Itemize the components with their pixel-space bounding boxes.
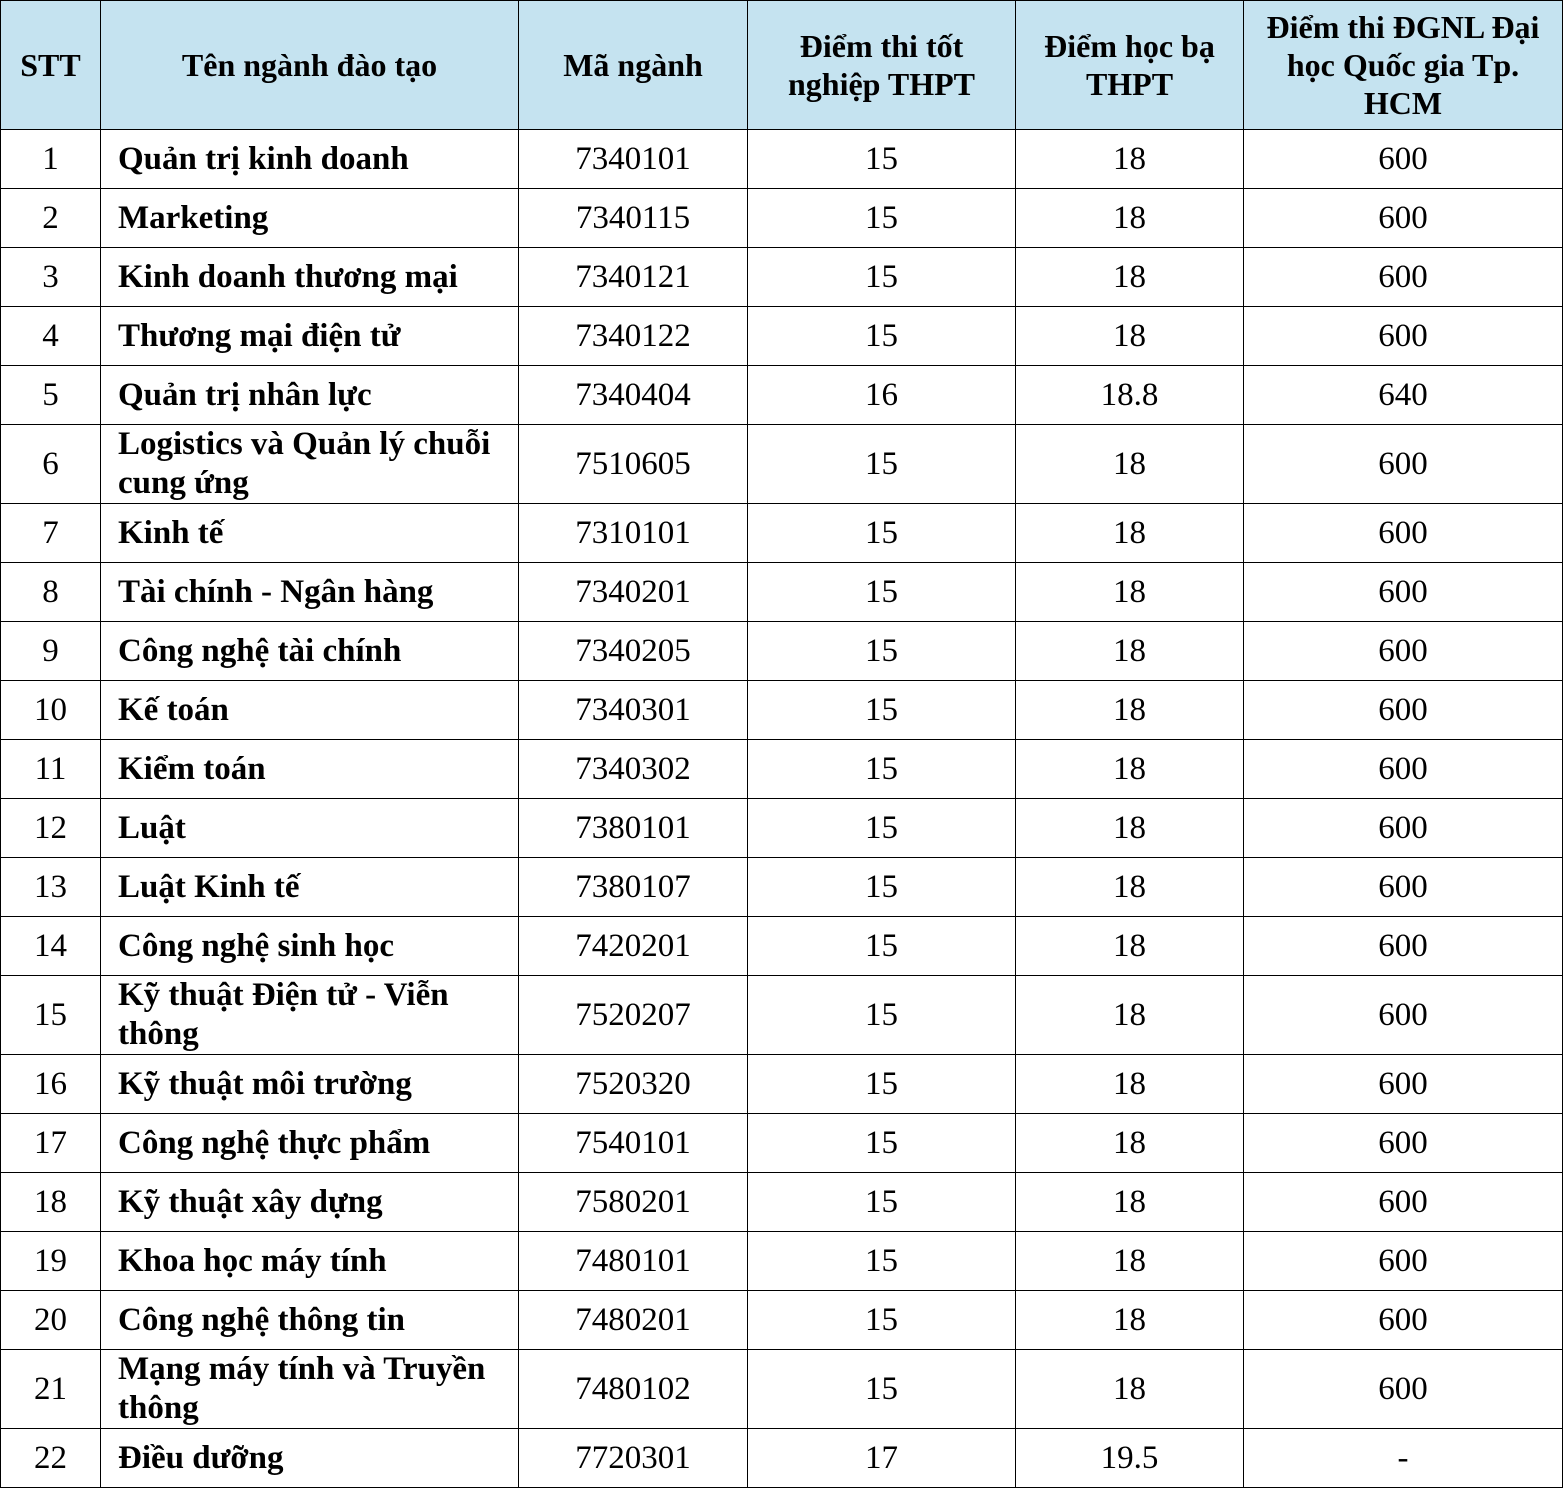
cell-transcript-score: 18: [1016, 1291, 1244, 1350]
cell-major-code: 7480201: [519, 1291, 748, 1350]
cell-transcript-score: 18: [1016, 504, 1244, 563]
cell-stt: 2: [1, 189, 101, 248]
cell-major-code: 7340302: [519, 740, 748, 799]
cell-transcript-score: 18: [1016, 189, 1244, 248]
cell-major-name: Kế toán: [101, 681, 519, 740]
cell-major-name: Công nghệ thực phẩm: [101, 1114, 519, 1173]
cell-thpt-exam-score: 15: [748, 858, 1016, 917]
table-row: [1, 130, 1563, 189]
header-stt: STT: [1, 1, 101, 130]
cell-major-code: 7340121: [519, 248, 748, 307]
cell-transcript-score: 18: [1016, 917, 1244, 976]
cell-dgnl-score: 600: [1244, 248, 1563, 307]
table-row: [1, 366, 1563, 425]
table-row: [1, 1055, 1563, 1114]
cell-major-code: 7420201: [519, 917, 748, 976]
cell-major-code: 7340122: [519, 307, 748, 366]
cell-major-name: Logistics và Quản lý chuỗi cung ứng: [101, 425, 519, 504]
cell-stt: 13: [1, 858, 101, 917]
cell-stt: 8: [1, 563, 101, 622]
header-major-code: Mã ngành: [519, 1, 748, 130]
cell-major-code: 7340101: [519, 130, 748, 189]
cell-major-name: Marketing: [101, 189, 519, 248]
cell-stt: 22: [1, 1429, 101, 1488]
cell-major-code: 7480102: [519, 1350, 748, 1429]
cell-dgnl-score: 600: [1244, 1232, 1563, 1291]
cell-stt: 6: [1, 425, 101, 504]
table-row: [1, 622, 1563, 681]
table-header: [1, 1, 1563, 130]
cell-thpt-exam-score: 15: [748, 1350, 1016, 1429]
cell-transcript-score: 18: [1016, 1055, 1244, 1114]
cell-major-name: Kỹ thuật môi trường: [101, 1055, 519, 1114]
cell-thpt-exam-score: 15: [748, 976, 1016, 1055]
cell-transcript-score: 18: [1016, 425, 1244, 504]
cell-major-name: Quản trị nhân lực: [101, 366, 519, 425]
cell-major-name: Công nghệ sinh học: [101, 917, 519, 976]
cell-dgnl-score: 600: [1244, 740, 1563, 799]
cell-major-code: 7540101: [519, 1114, 748, 1173]
cell-transcript-score: 18: [1016, 130, 1244, 189]
cell-major-code: 7580201: [519, 1173, 748, 1232]
header-thpt-exam-score: Điểm thi tốt nghiệp THPT: [748, 1, 1016, 130]
cell-transcript-score: 18: [1016, 799, 1244, 858]
cell-major-name: Luật: [101, 799, 519, 858]
table-row: [1, 799, 1563, 858]
cell-transcript-score: 18: [1016, 858, 1244, 917]
cell-major-name: Điều dưỡng: [101, 1429, 519, 1488]
cell-stt: 10: [1, 681, 101, 740]
table-row: [1, 1173, 1563, 1232]
cell-major-code: 7510605: [519, 425, 748, 504]
cell-transcript-score: 18: [1016, 248, 1244, 307]
cell-transcript-score: 18: [1016, 1173, 1244, 1232]
cell-transcript-score: 18: [1016, 681, 1244, 740]
cell-major-name: Luật Kinh tế: [101, 858, 519, 917]
cell-thpt-exam-score: 15: [748, 563, 1016, 622]
cell-major-name: Quản trị kinh doanh: [101, 130, 519, 189]
cell-stt: 3: [1, 248, 101, 307]
cell-transcript-score: 18: [1016, 622, 1244, 681]
cell-major-code: 7340115: [519, 189, 748, 248]
cell-dgnl-score: 600: [1244, 504, 1563, 563]
cell-transcript-score: 18: [1016, 307, 1244, 366]
header-transcript-score: Điểm học bạ THPT: [1016, 1, 1244, 130]
cell-major-code: 7720301: [519, 1429, 748, 1488]
cell-thpt-exam-score: 15: [748, 799, 1016, 858]
cell-dgnl-score: 600: [1244, 1055, 1563, 1114]
cell-thpt-exam-score: 15: [748, 130, 1016, 189]
cell-stt: 12: [1, 799, 101, 858]
cell-thpt-exam-score: 15: [748, 740, 1016, 799]
cell-dgnl-score: 600: [1244, 425, 1563, 504]
table-row: [1, 248, 1563, 307]
cell-major-code: 7380101: [519, 799, 748, 858]
cell-major-code: 7380107: [519, 858, 748, 917]
table-row: [1, 1291, 1563, 1350]
cell-thpt-exam-score: 15: [748, 917, 1016, 976]
cell-stt: 7: [1, 504, 101, 563]
cell-major-name: Kỹ thuật Điện tử - Viễn thông: [101, 976, 519, 1055]
cell-thpt-exam-score: 15: [748, 1232, 1016, 1291]
cell-stt: 14: [1, 917, 101, 976]
cell-transcript-score: 18: [1016, 563, 1244, 622]
cell-major-code: 7520320: [519, 1055, 748, 1114]
cell-dgnl-score: 600: [1244, 976, 1563, 1055]
cell-dgnl-score: -: [1244, 1429, 1563, 1488]
cell-dgnl-score: 600: [1244, 1114, 1563, 1173]
table-row: [1, 681, 1563, 740]
cell-dgnl-score: 600: [1244, 858, 1563, 917]
cell-dgnl-score: 600: [1244, 799, 1563, 858]
table-row: [1, 1429, 1563, 1488]
cell-dgnl-score: 600: [1244, 1173, 1563, 1232]
cell-major-name: Tài chính - Ngân hàng: [101, 563, 519, 622]
cell-stt: 18: [1, 1173, 101, 1232]
table-row: [1, 563, 1563, 622]
cell-thpt-exam-score: 15: [748, 189, 1016, 248]
cell-stt: 1: [1, 130, 101, 189]
cell-stt: 21: [1, 1350, 101, 1429]
cell-major-name: Khoa học máy tính: [101, 1232, 519, 1291]
cell-major-name: Kinh doanh thương mại: [101, 248, 519, 307]
cell-major-code: 7340301: [519, 681, 748, 740]
header-dgnl-score: Điểm thi ĐGNL Đại học Quốc gia Tp. HCM: [1244, 1, 1563, 130]
cell-thpt-exam-score: 15: [748, 307, 1016, 366]
table-body: [1, 130, 1563, 1488]
cell-transcript-score: 18: [1016, 976, 1244, 1055]
table-row: [1, 425, 1563, 504]
cell-thpt-exam-score: 15: [748, 1291, 1016, 1350]
cell-major-code: 7520207: [519, 976, 748, 1055]
cell-transcript-score: 19.5: [1016, 1429, 1244, 1488]
cell-transcript-score: 18: [1016, 1350, 1244, 1429]
cell-thpt-exam-score: 15: [748, 425, 1016, 504]
table-row: [1, 740, 1563, 799]
cell-major-name: Kỹ thuật xây dựng: [101, 1173, 519, 1232]
cell-thpt-exam-score: 15: [748, 504, 1016, 563]
cell-thpt-exam-score: 15: [748, 1055, 1016, 1114]
cell-thpt-exam-score: 16: [748, 366, 1016, 425]
cell-thpt-exam-score: 15: [748, 248, 1016, 307]
table-row: [1, 504, 1563, 563]
cell-major-code: 7480101: [519, 1232, 748, 1291]
table-row: [1, 1114, 1563, 1173]
cell-major-code: 7340404: [519, 366, 748, 425]
cell-dgnl-score: 600: [1244, 307, 1563, 366]
cell-stt: 9: [1, 622, 101, 681]
cell-dgnl-score: 600: [1244, 1350, 1563, 1429]
cell-dgnl-score: 600: [1244, 189, 1563, 248]
cell-dgnl-score: 600: [1244, 1291, 1563, 1350]
cell-dgnl-score: 600: [1244, 622, 1563, 681]
cell-thpt-exam-score: 15: [748, 1173, 1016, 1232]
cell-stt: 11: [1, 740, 101, 799]
table-row: [1, 189, 1563, 248]
cell-major-name: Kiểm toán: [101, 740, 519, 799]
cell-major-name: Thương mại điện tử: [101, 307, 519, 366]
cell-major-name: Công nghệ tài chính: [101, 622, 519, 681]
cell-stt: 17: [1, 1114, 101, 1173]
table-row: [1, 858, 1563, 917]
table-row: [1, 307, 1563, 366]
cell-stt: 15: [1, 976, 101, 1055]
cell-dgnl-score: 600: [1244, 917, 1563, 976]
cell-dgnl-score: 640: [1244, 366, 1563, 425]
table-row: [1, 1350, 1563, 1429]
cell-major-name: Công nghệ thông tin: [101, 1291, 519, 1350]
table-row: [1, 1232, 1563, 1291]
cell-transcript-score: 18: [1016, 1114, 1244, 1173]
header-major-name: Tên ngành đào tạo: [101, 1, 519, 130]
table-row: [1, 917, 1563, 976]
cell-major-code: 7310101: [519, 504, 748, 563]
cell-major-name: Mạng máy tính và Truyền thông: [101, 1350, 519, 1429]
cell-stt: 16: [1, 1055, 101, 1114]
header-row: [1, 1, 1563, 130]
cell-thpt-exam-score: 15: [748, 1114, 1016, 1173]
cell-dgnl-score: 600: [1244, 563, 1563, 622]
cell-dgnl-score: 600: [1244, 681, 1563, 740]
table-row: [1, 976, 1563, 1055]
cell-major-code: 7340201: [519, 563, 748, 622]
cell-transcript-score: 18.8: [1016, 366, 1244, 425]
cell-stt: 5: [1, 366, 101, 425]
cell-stt: 4: [1, 307, 101, 366]
cell-stt: 20: [1, 1291, 101, 1350]
cell-thpt-exam-score: 15: [748, 622, 1016, 681]
cell-dgnl-score: 600: [1244, 130, 1563, 189]
cell-major-code: 7340205: [519, 622, 748, 681]
cell-transcript-score: 18: [1016, 740, 1244, 799]
cell-stt: 19: [1, 1232, 101, 1291]
cell-thpt-exam-score: 17: [748, 1429, 1016, 1488]
cell-transcript-score: 18: [1016, 1232, 1244, 1291]
cell-thpt-exam-score: 15: [748, 681, 1016, 740]
cell-major-name: Kinh tế: [101, 504, 519, 563]
